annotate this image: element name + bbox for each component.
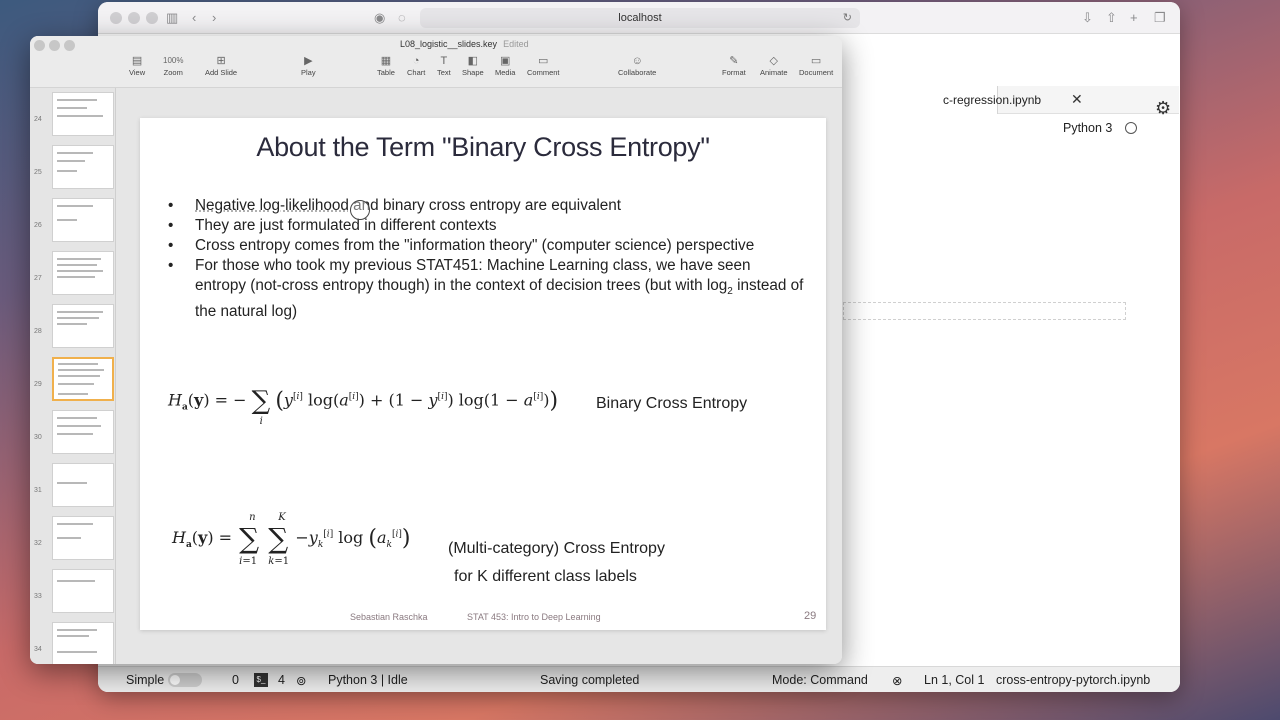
close-window-button[interactable] bbox=[110, 12, 122, 24]
save-status: Saving completed bbox=[540, 673, 640, 687]
gear-icon[interactable]: ⚙ bbox=[1155, 98, 1172, 118]
multi-category-cross-entropy-label: (Multi-category) Cross Entropy bbox=[448, 540, 665, 557]
mode-indicator[interactable]: Mode: Command bbox=[772, 673, 868, 687]
slide[interactable] bbox=[140, 118, 826, 630]
chart-icon: ◔ bbox=[412, 55, 420, 67]
slide-thumbnail[interactable]: 28 bbox=[30, 302, 116, 350]
slide-thumbnail[interactable]: 26 bbox=[30, 196, 116, 244]
file-name: cross-entropy-pytorch.ipynb bbox=[996, 673, 1151, 687]
table-icon: ▦ bbox=[380, 55, 392, 67]
class-labels-note: for K different class labels bbox=[454, 568, 637, 585]
text-button[interactable]: T Text bbox=[437, 55, 451, 77]
slide-thumbnail[interactable]: 27 bbox=[30, 249, 116, 297]
maximize-window-button[interactable] bbox=[146, 12, 158, 24]
new-tab-icon[interactable]: + bbox=[1130, 10, 1138, 25]
chart-button[interactable]: ◔ Chart bbox=[407, 55, 426, 77]
kernel-name[interactable]: Python 3 bbox=[1063, 121, 1113, 135]
notebook-tab-bar bbox=[843, 86, 1179, 114]
slide-thumbnail[interactable]: 34 bbox=[30, 620, 116, 664]
url-text: localhost bbox=[618, 12, 662, 24]
media-icon: ▣ bbox=[500, 55, 511, 67]
slide-number: 29 bbox=[804, 610, 817, 622]
document-title bbox=[400, 39, 529, 49]
keynote-toolbar bbox=[30, 36, 842, 88]
forward-icon[interactable]: › bbox=[212, 10, 217, 25]
close-icon[interactable]: ✕ bbox=[1071, 91, 1083, 107]
bullet-item: • Cross entropy comes from the "information theory" (computer science) perspective bbox=[165, 236, 805, 256]
comment-icon: ▭ bbox=[538, 55, 549, 67]
document-icon: ▭ bbox=[810, 55, 822, 67]
view-icon: ▤ bbox=[131, 55, 143, 67]
binary-cross-entropy-label: Binary Cross Entropy bbox=[596, 395, 748, 412]
collaborate-icon: ☺ bbox=[631, 55, 643, 67]
cursor-position[interactable]: Ln 1, Col 1 bbox=[924, 673, 985, 687]
play-icon: ▶ bbox=[304, 55, 313, 67]
back-icon[interactable]: ‹ bbox=[192, 10, 197, 25]
notebook-tab[interactable] bbox=[843, 86, 1042, 114]
bullet-item: • Negative log-likelihood and binary cross entropy are equivalent bbox=[165, 196, 805, 216]
terminal-icon[interactable]: $_ bbox=[254, 673, 268, 687]
media-button[interactable]: ▣ Media bbox=[495, 55, 516, 77]
footer-author: Sebastian Raschka bbox=[350, 612, 428, 622]
extension-icon[interactable]: ◌ bbox=[398, 10, 406, 25]
bullet-list[interactable] bbox=[165, 196, 805, 322]
slide-thumbnail[interactable]: 32 bbox=[30, 514, 116, 562]
slide-thumbnail[interactable]: 25 bbox=[30, 143, 116, 191]
animate-icon: ◇ bbox=[769, 55, 778, 67]
maximize-window-button[interactable] bbox=[64, 40, 75, 51]
edited-label: Edited bbox=[503, 39, 529, 49]
count-b[interactable]: 4 bbox=[278, 673, 285, 687]
kernel-sessions-icon[interactable]: ⊚ bbox=[296, 674, 307, 688]
add-slide-button[interactable]: ⊞ Add Slide bbox=[205, 55, 238, 77]
slide-thumbnail-active[interactable]: 29 bbox=[30, 355, 116, 403]
view-button[interactable]: ▤ View bbox=[129, 55, 146, 77]
browser-toolbar bbox=[98, 2, 1180, 34]
reload-icon[interactable]: ↻ bbox=[842, 12, 852, 24]
minimize-window-button[interactable] bbox=[49, 40, 60, 51]
keynote-window bbox=[30, 36, 842, 664]
comment-button[interactable]: ▭ Comment bbox=[527, 55, 560, 77]
slide-thumbnail[interactable]: 30 bbox=[30, 408, 116, 456]
bullet-item: • They are just formulated in different contexts bbox=[165, 216, 805, 236]
bullet-item: • For those who took my previous STAT451: Machine Learning class, we have seen entropy (not-cross entropy though) in the context of decision trees (but with $\log_2$ instead of the natural log) bbox=[165, 256, 805, 322]
footer-course: STAT 453: Intro to Deep Learning bbox=[467, 612, 601, 622]
slide-thumbnail[interactable]: 31 bbox=[30, 461, 116, 509]
format-button[interactable]: ✎ Format bbox=[722, 55, 746, 77]
document-button[interactable]: ▭ Document bbox=[799, 55, 834, 77]
play-button[interactable]: ▶ Play bbox=[301, 55, 316, 77]
tabs-overview-icon[interactable]: ❐ bbox=[1154, 10, 1166, 25]
slide-canvas[interactable] bbox=[116, 88, 842, 664]
binary-cross-entropy-formula: $H_a(y)$ = − ∑ i (y[i] log(a[i]) + (1 − y[i]) log(1 − a[i])) bbox=[168, 386, 559, 427]
bullet-term: Negative log-likelihood bbox=[195, 197, 349, 214]
simple-mode-label: Simple bbox=[126, 673, 165, 687]
add-slide-icon: ⊞ bbox=[216, 55, 226, 67]
kernel-status-icon bbox=[1125, 122, 1137, 134]
url-bar[interactable] bbox=[420, 8, 860, 28]
download-icon[interactable]: ⇩ bbox=[1082, 10, 1093, 25]
multi-category-cross-entropy-formula: $H_a(y)$ = ∑ n i=1 ∑ K k=1 $-y_k[i]$ $\log (a_k[i])$ bbox=[172, 512, 411, 567]
animate-button[interactable]: ◇ Animate bbox=[760, 55, 788, 77]
notebook-tab-label: c-regression.ipynb bbox=[943, 93, 1042, 107]
slide-navigator bbox=[30, 88, 116, 664]
sidebar-icon[interactable]: ▥ bbox=[166, 10, 179, 25]
document-filename: L08_logistic__slides.key bbox=[400, 39, 498, 49]
notebook-cell[interactable] bbox=[843, 302, 1126, 320]
collaborate-button[interactable]: ☺ Collaborate bbox=[618, 55, 657, 77]
text-icon: T bbox=[440, 55, 448, 67]
bug-icon[interactable]: ⊗ bbox=[892, 674, 903, 688]
privacy-shield-icon[interactable]: ◉ bbox=[374, 10, 386, 25]
share-icon[interactable]: ⇧ bbox=[1106, 10, 1117, 25]
slide-thumbnail[interactable]: 33 bbox=[30, 567, 116, 615]
shape-button[interactable]: ◧ Shape bbox=[462, 55, 484, 77]
close-window-button[interactable] bbox=[34, 40, 45, 51]
slide-title[interactable]: About the Term "Binary Cross Entropy" bbox=[256, 132, 710, 162]
kernel-status-text[interactable]: Python 3 | Idle bbox=[328, 673, 408, 687]
shape-icon: ◧ bbox=[467, 55, 479, 67]
count-a[interactable]: 0 bbox=[232, 673, 239, 687]
table-button[interactable]: ▦ Table bbox=[377, 55, 395, 77]
zoom-value: 100% bbox=[163, 56, 184, 65]
brush-icon: ✎ bbox=[729, 55, 739, 67]
simple-mode-toggle[interactable] bbox=[168, 673, 202, 687]
status-bar bbox=[98, 666, 1180, 692]
pointer-cursor bbox=[350, 200, 370, 220]
minimize-window-button[interactable] bbox=[128, 12, 140, 24]
slide-thumbnail[interactable]: 24 bbox=[30, 90, 116, 138]
zoom-button[interactable]: 100% Zoom bbox=[163, 56, 184, 77]
